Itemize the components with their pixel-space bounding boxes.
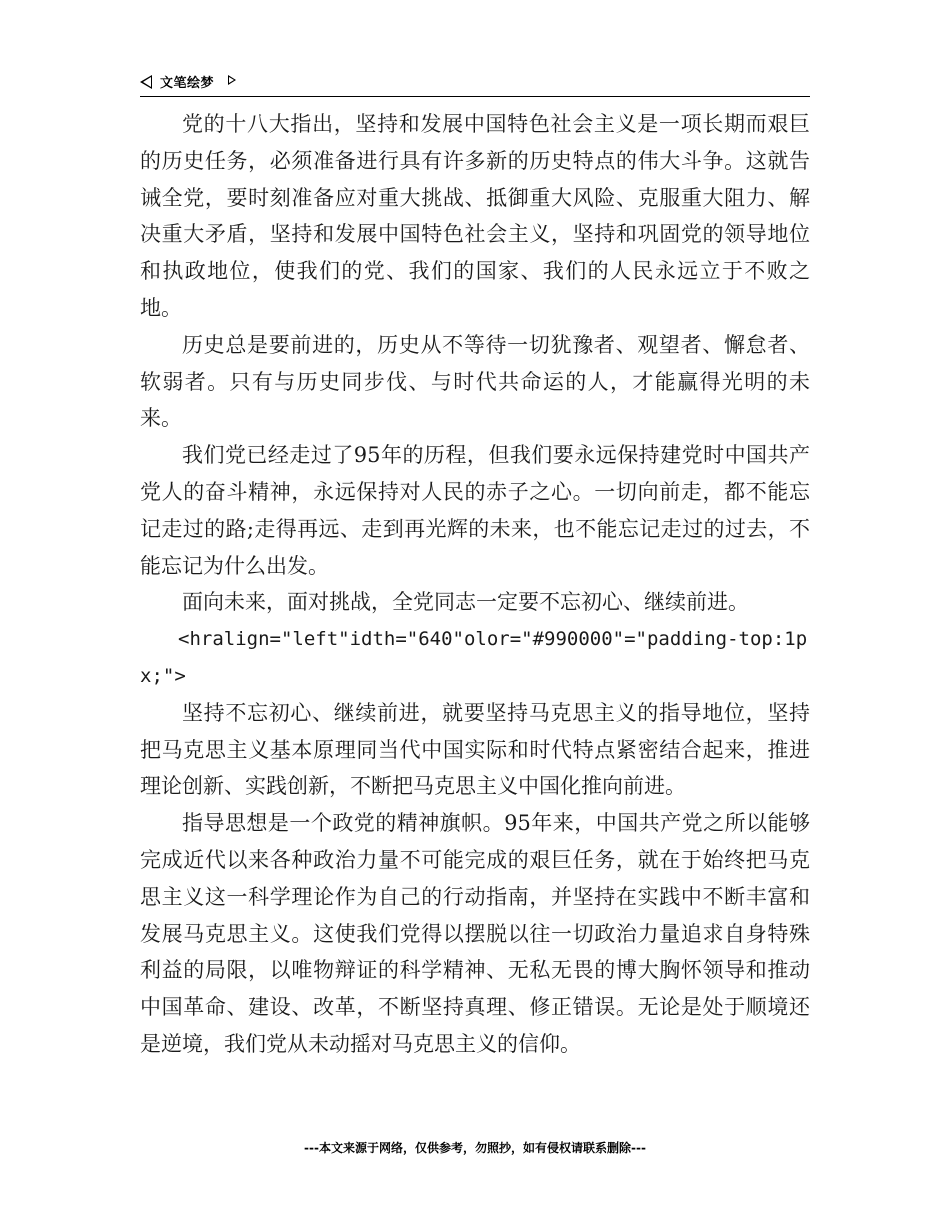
footer-disclaimer: ---本文来源于网络，仅供参考，勿照抄，如有侵权请联系删除--- (304, 1141, 646, 1155)
right-triangle-icon (228, 75, 236, 85)
paragraph-6: 坚持不忘初心、继续前进，就要坚持马克思主义的指导地位，坚持把马克思主义基本原理同当代中国实际和时代特点紧密结合起来，推进理论创新、实践创新，不断把马克思主义中国化推向前进。 (140, 700, 810, 799)
paragraph-3: 我们党已经走过了95年的历程，但我们要永远保持建党时中国共产党人的奋斗精神，永远保持对人民的赤子之心。一切向前走，都不能忘记走过的路;走得再远、走到再光辉的未来，也不能忘记走过的过去，不能忘记为什么出发。 (140, 443, 810, 578)
paragraph-4: 面向未来，面对挑战，全党同志一定要不忘初心、继续前进。 (182, 590, 749, 615)
left-triangle-icon (140, 75, 152, 89)
header-title: 文笔绘梦 (160, 76, 215, 91)
paragraph-7: 指导思想是一个政党的精神旗帜。95年来，中国共产党之所以能够完成近代以来各种政治力量不可能完成的艰巨任务，就在于始终把马克思主义这一科学理论作为自己的行动指南，并坚持在实践中不断丰富和发展马克思主义。这使我们党得以摆脱以往一切政治力量追求自身特殊利益的局限，以唯物辩证的科学精神、无私无畏的博大胸怀领导和推动中国革命、建设、改革，不断坚持真理、修正错误。无论是处于顺境还是逆境，我们党从未动摇对马克思主义的信仰。 (140, 811, 810, 1056)
paragraph-2: 历史总是要前进的，历史从不等待一切犹豫者、观望者、懈怠者、软弱者。只有与历史同步伐、与时代共命运的人，才能赢得光明的未来。 (140, 332, 810, 431)
paragraph-1: 党的十八大指出，坚持和发展中国特色社会主义是一项长期而艰巨的历史任务，必须准备进行具有许多新的历史特点的伟大斗争。这就告诫全党，要时刻准备应对重大挑战、抵御重大风险、克服重大阻力、解决重大矛盾，坚持和发展中国特色社会主义，坚持和巩固党的领导地位和执政地位，使我们的党、我们的国家、我们的人民永远立于不败之地。 (140, 112, 810, 320)
document-body (140, 106, 810, 1063)
paragraph-html-fragment: <hralign="left"idth="640"olor="#990000"="padding-top:1px;"> (140, 628, 808, 687)
page-header (140, 70, 810, 97)
